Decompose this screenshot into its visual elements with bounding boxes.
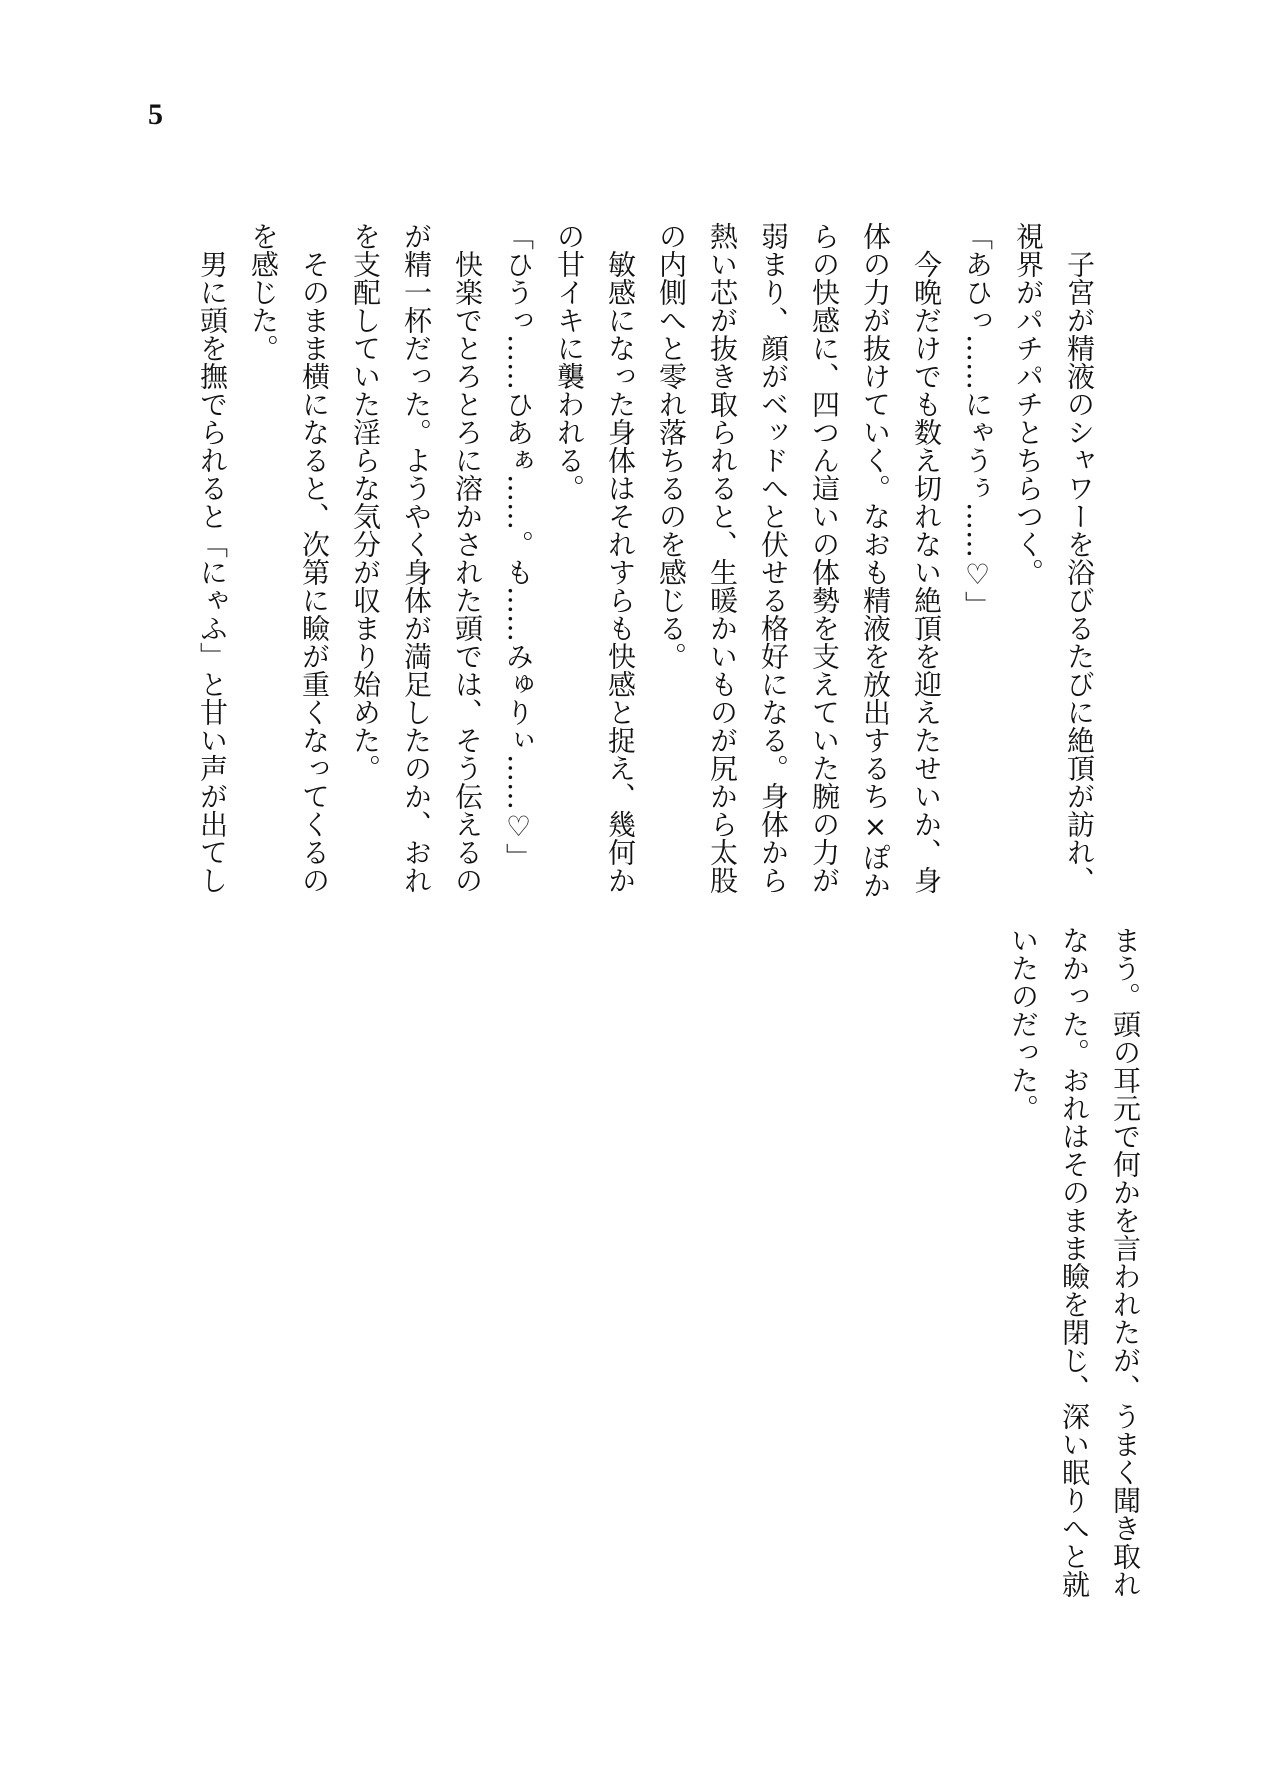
text-line: を感じた。 [247,222,280,362]
text-line: いたのだった。 [1007,926,1040,1122]
text-line: なかった。おれはそのまま瞼を閉じ、深い眠りへと就 [1058,926,1091,1598]
text-line: 快楽でとろとろに溶かされた頭では、そう伝えるの [451,250,484,894]
text-line: を支配していた淫らな気分が収まり始めた。 [349,222,382,782]
text-line: 熱い芯が抜き取られると、生暖かいものが尻から太股 [706,222,739,894]
body-text-upper [187,222,1105,922]
text-line: 子宮が精液のシャワーを浴びるたびに絶頂が訪れ、 [1063,250,1096,894]
text-line: そのまま横になると、次第に瞼が重くなってくるの [298,250,331,894]
text-line: 今晩だけでも数え切れない絶頂を迎えたせいか、身 [910,250,943,894]
body-text-lower [998,926,1151,1626]
text-line: 体の力が抜けていく。なおも精液を放出するち×ぽか [859,222,892,899]
text-line: 弱まり、顔がベッドへと伏せる格好になる。身体から [757,222,790,894]
text-line: 敏感になった身体はそれすらも快感と捉え、幾何か [604,250,637,894]
page-number: 5 [148,98,163,131]
text-line: 男に頭を撫でられると「にゃふ」と甘い声が出てし [196,250,229,894]
text-line: の内側へと零れ落ちるのを感じる。 [655,222,688,670]
text-line: 「あひっ……にゃうぅ……♡」 [961,222,994,619]
text-line: が精一杯だった。ようやく身体が満足したのか、おれ [400,222,433,894]
text-line: まう。頭の耳元で何かを言われたが、うまく聞き取れ [1109,926,1142,1598]
text-line: の甘イキに襲われる。 [553,222,586,502]
text-line: 「ひうっ……ひあぁ……。も……みゅりぃ……♡」 [502,222,535,871]
text-line: らの快感に、四つん這いの体勢を支えていた腕の力が [808,222,841,894]
text-line: 視界がパチパチとちらつく。 [1012,222,1045,586]
